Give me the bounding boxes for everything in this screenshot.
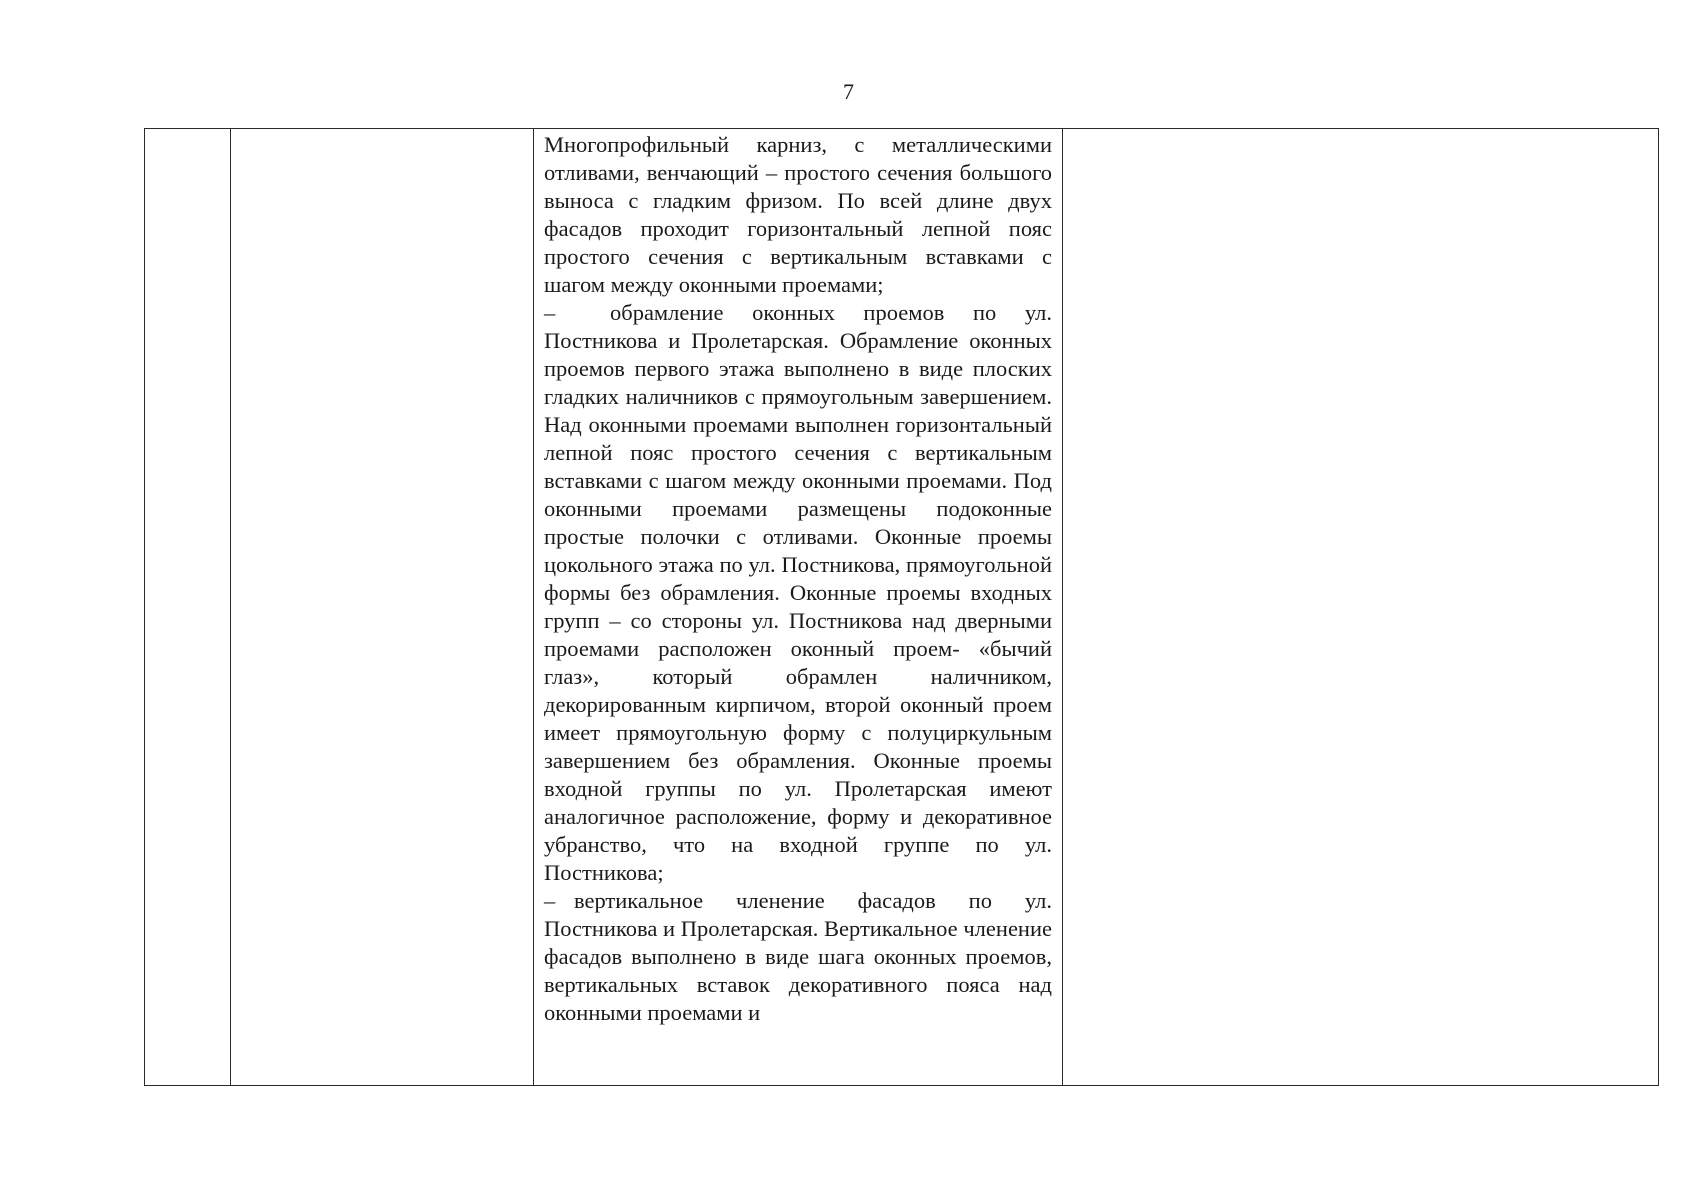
table-cell-number — [145, 129, 231, 1086]
description-paragraph-3 — [544, 887, 1052, 1027]
table-cell-object-name — [231, 129, 534, 1086]
description-paragraph-3-text: вертикальное членение фасадов по ул. Постникова и Пролетарская. Вертикальное членение фасадов выполнено в виде шага оконных проемов, вертикальных вставок декоративного пояса над оконными проемами и — [544, 888, 1052, 1025]
page-number: 7 — [843, 79, 854, 104]
table-cell-description — [534, 129, 1063, 1086]
description-paragraph-1: Многопрофильный карниз, с металлическими отливами, венчающий – простого сечения большого выноса с гладким фризом. По всей длине двух фасадов проходит горизонтальный лепной пояс простого сечения с вертикальным вставками с шагом между оконными проемами; — [544, 132, 1052, 297]
description-text — [534, 129, 1062, 1027]
table-cell-notes — [1063, 129, 1659, 1086]
description-paragraph-2 — [544, 299, 1052, 887]
table-row — [145, 129, 1659, 1086]
list-dash: – — [544, 888, 556, 913]
document-table — [144, 128, 1659, 1086]
description-paragraph-2-text: обрамление оконных проемов по ул. Постникова и Пролетарская. Обрамление оконных проемов первого этажа выполнено в виде плоских гладких наличников с прямоугольным завершением. Над оконными проемами выполнен горизонтальный лепной пояс простого сечения с вертикальным вставками с шагом между оконными проемами. Под оконными проемами размещены подоконные простые полочки с отливами. Оконные проемы цокольного этажа по ул. Постникова, прямоугольной формы без обрамления. Оконные проемы входных групп – со стороны ул. Постникова над дверными проемами расположен оконный проем- «бычий глаз», который обрамлен наличником, декорированным кирпичом, второй оконный проем имеет прямоугольную форму с полуциркульным завершением без обрамления. Оконные проемы входной группы по ул. Пролетарская имеют аналогичное расположение, форму и декоративное убранство, что на входной группе по ул. Постникова; — [544, 300, 1052, 885]
list-dash: – — [544, 300, 556, 325]
